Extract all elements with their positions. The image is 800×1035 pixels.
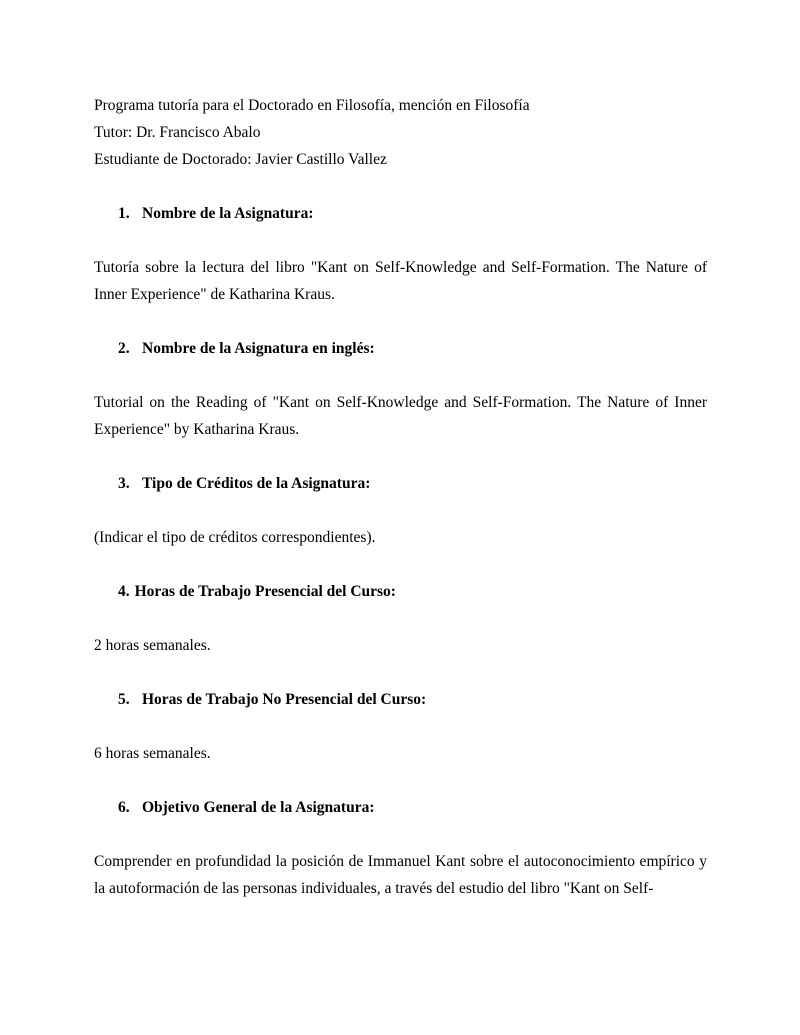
section-title: Tipo de Créditos de la Asignatura:: [142, 475, 371, 492]
section-3: [94, 470, 707, 551]
student-line: Estudiante de Doctorado: Javier Castillo Vallez: [94, 151, 387, 168]
section-1: [94, 200, 707, 308]
program-title: Programa tutoría para el Doctorado en Filosofía, mención en Filosofía: [94, 97, 530, 114]
section-title: Objetivo General de la Asignatura:: [142, 799, 375, 816]
section-body: Tutorial on the Reading of "Kant on Self-Knowledge and Self-Formation. The Nature of Inner Experience" by Katharina Kraus.: [94, 394, 707, 438]
section-number: 2.: [118, 340, 130, 357]
section-number: 6.: [118, 799, 130, 816]
section-heading: [94, 200, 707, 227]
document-page: [94, 92, 707, 902]
section-number: 1.: [118, 205, 130, 222]
section-body: 2 horas semanales.: [94, 637, 211, 654]
section-title: Horas de Trabajo Presencial del Curso:: [134, 583, 396, 600]
section-body: Tutoría sobre la lectura del libro "Kant on Self-Knowledge and Self-Formation. The Nature of Inner Experience" de Katharina Kraus.: [94, 259, 707, 303]
section-body: (Indicar el tipo de créditos correspondientes).: [94, 529, 376, 546]
section-number: 4.: [118, 583, 130, 600]
section-heading: [94, 578, 707, 605]
section-body: 6 horas semanales.: [94, 745, 211, 762]
section-body: Comprender en profundidad la posición de Immanuel Kant sobre el autoconocimiento empírico y la autoformación de las personas individuales, a través del estudio del libro "Kant on Self-: [94, 853, 707, 897]
tutor-line: Tutor: Dr. Francisco Abalo: [94, 124, 261, 141]
section-heading: [94, 794, 707, 821]
section-title: Nombre de la Asignatura:: [142, 205, 314, 222]
section-heading: [94, 335, 707, 362]
document-header: [94, 92, 707, 173]
section-title: Nombre de la Asignatura en inglés:: [142, 340, 375, 357]
section-number: 5.: [118, 691, 130, 708]
section-heading: [94, 686, 707, 713]
section-6: [94, 794, 707, 902]
section-5: [94, 686, 707, 767]
section-number: 3.: [118, 475, 130, 492]
section-4: [94, 578, 707, 659]
section-2: [94, 335, 707, 443]
section-heading: [94, 470, 707, 497]
section-title: Horas de Trabajo No Presencial del Curso:: [142, 691, 427, 708]
